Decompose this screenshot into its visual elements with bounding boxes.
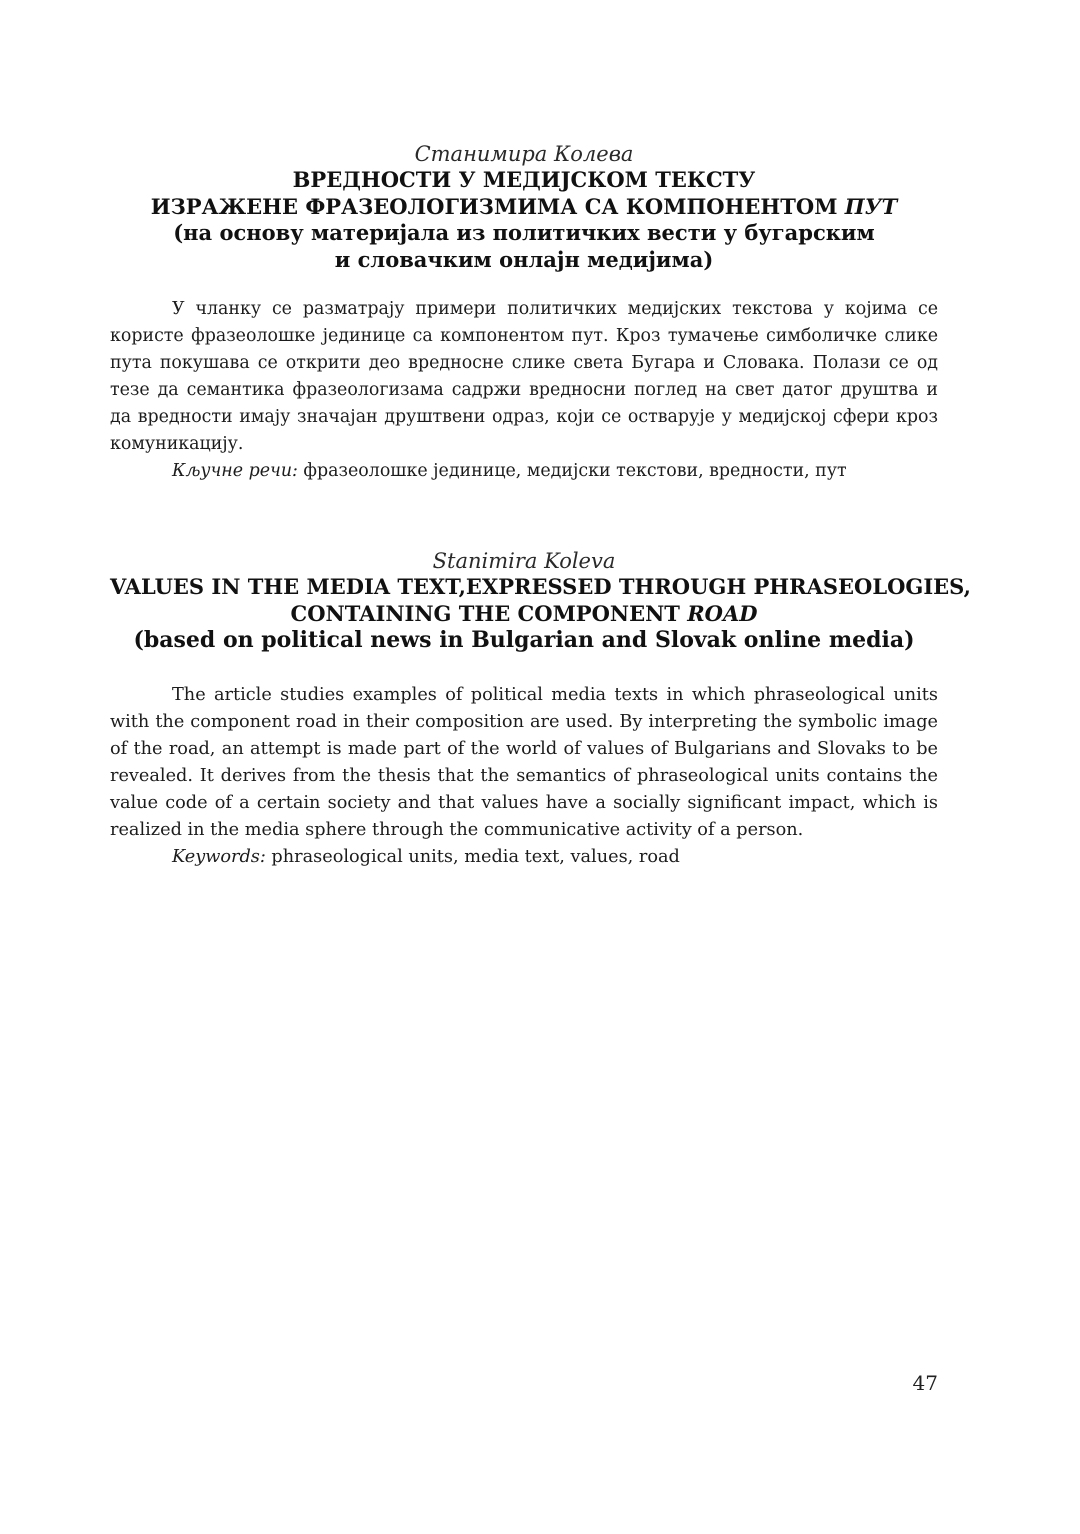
keywords-label: Кључне речи: — [172, 461, 298, 481]
author-name-english: Stanimira Koleva — [432, 549, 616, 573]
title-line-2 — [110, 601, 938, 628]
title-keyword-italic: ПУТ — [844, 193, 898, 219]
title-line-1: VALUES IN THE MEDIA TEXT,EXPRESSED THROUGH PHRASEOLOGIES, — [110, 574, 971, 599]
article-title-english — [110, 574, 971, 654]
title-line-3: (based on political news in Bulgarian and Slovak online media) — [133, 627, 915, 653]
abstract-text-english: The article studies examples of political media texts in which phraseological units with the component road in their composition are used. By interpreting the symbolic image of the road, an attempt is made part of the world of values of Bulgarians and Slovaks to be revealed. It derives from the thesis that the semantics of phraseological units contains the value code of a certain society and that values have a socially significant impact, which is realized in the media sphere through the communicative activity of a person. — [110, 684, 938, 840]
page-number: 47 — [912, 1371, 938, 1395]
title-line-1: ВРЕДНОСТИ У МЕДИЈСКОМ ТЕКСТУ — [292, 167, 756, 192]
keywords-serbian — [110, 458, 938, 485]
author-name-serbian: Станимира Колева — [414, 142, 634, 166]
abstract-text-serbian: У чланку се разматрају примери политичких медијских текстова у којима се користе фразеолошке јединице са компонентом пут. Кроз тумачење симболичке слике пута покушава се открити део вредносне слике света Бугара и Словака. Полази се од тезе да семантика фразеологизама садржи вредносни поглед на свет датог друштва и да вредности имају значајан друштвени одраз, који се остварује у медијској сфери кроз комуникацију. — [110, 299, 938, 454]
journal-page — [110, 0, 971, 1534]
keywords-label: Keywords: — [172, 846, 266, 867]
title-keyword-italic: ROAD — [687, 600, 758, 626]
english-abstract-section — [110, 548, 971, 871]
title-line-2-main: ИЗРАЖЕНЕ ФРАЗЕОЛОГИЗМИМА СА КОМПОНЕНТОМ — [150, 193, 845, 219]
keywords-english — [110, 844, 938, 871]
title-line-3: (на основу материјала из политичких вести у бугарским — [173, 220, 875, 245]
serbian-abstract-section — [110, 141, 938, 485]
title-line-4: и словачким онлајн медијима) — [334, 246, 714, 272]
keywords-list: phraseological units, media text, values, road — [265, 846, 680, 867]
title-line-2 — [110, 194, 938, 221]
title-line-2-main: CONTAINING THE COMPONENT — [290, 600, 688, 626]
keywords-list: фразеолошке јединице, медијски текстови, вредности, пут — [297, 461, 847, 481]
article-title-serbian — [110, 167, 938, 273]
